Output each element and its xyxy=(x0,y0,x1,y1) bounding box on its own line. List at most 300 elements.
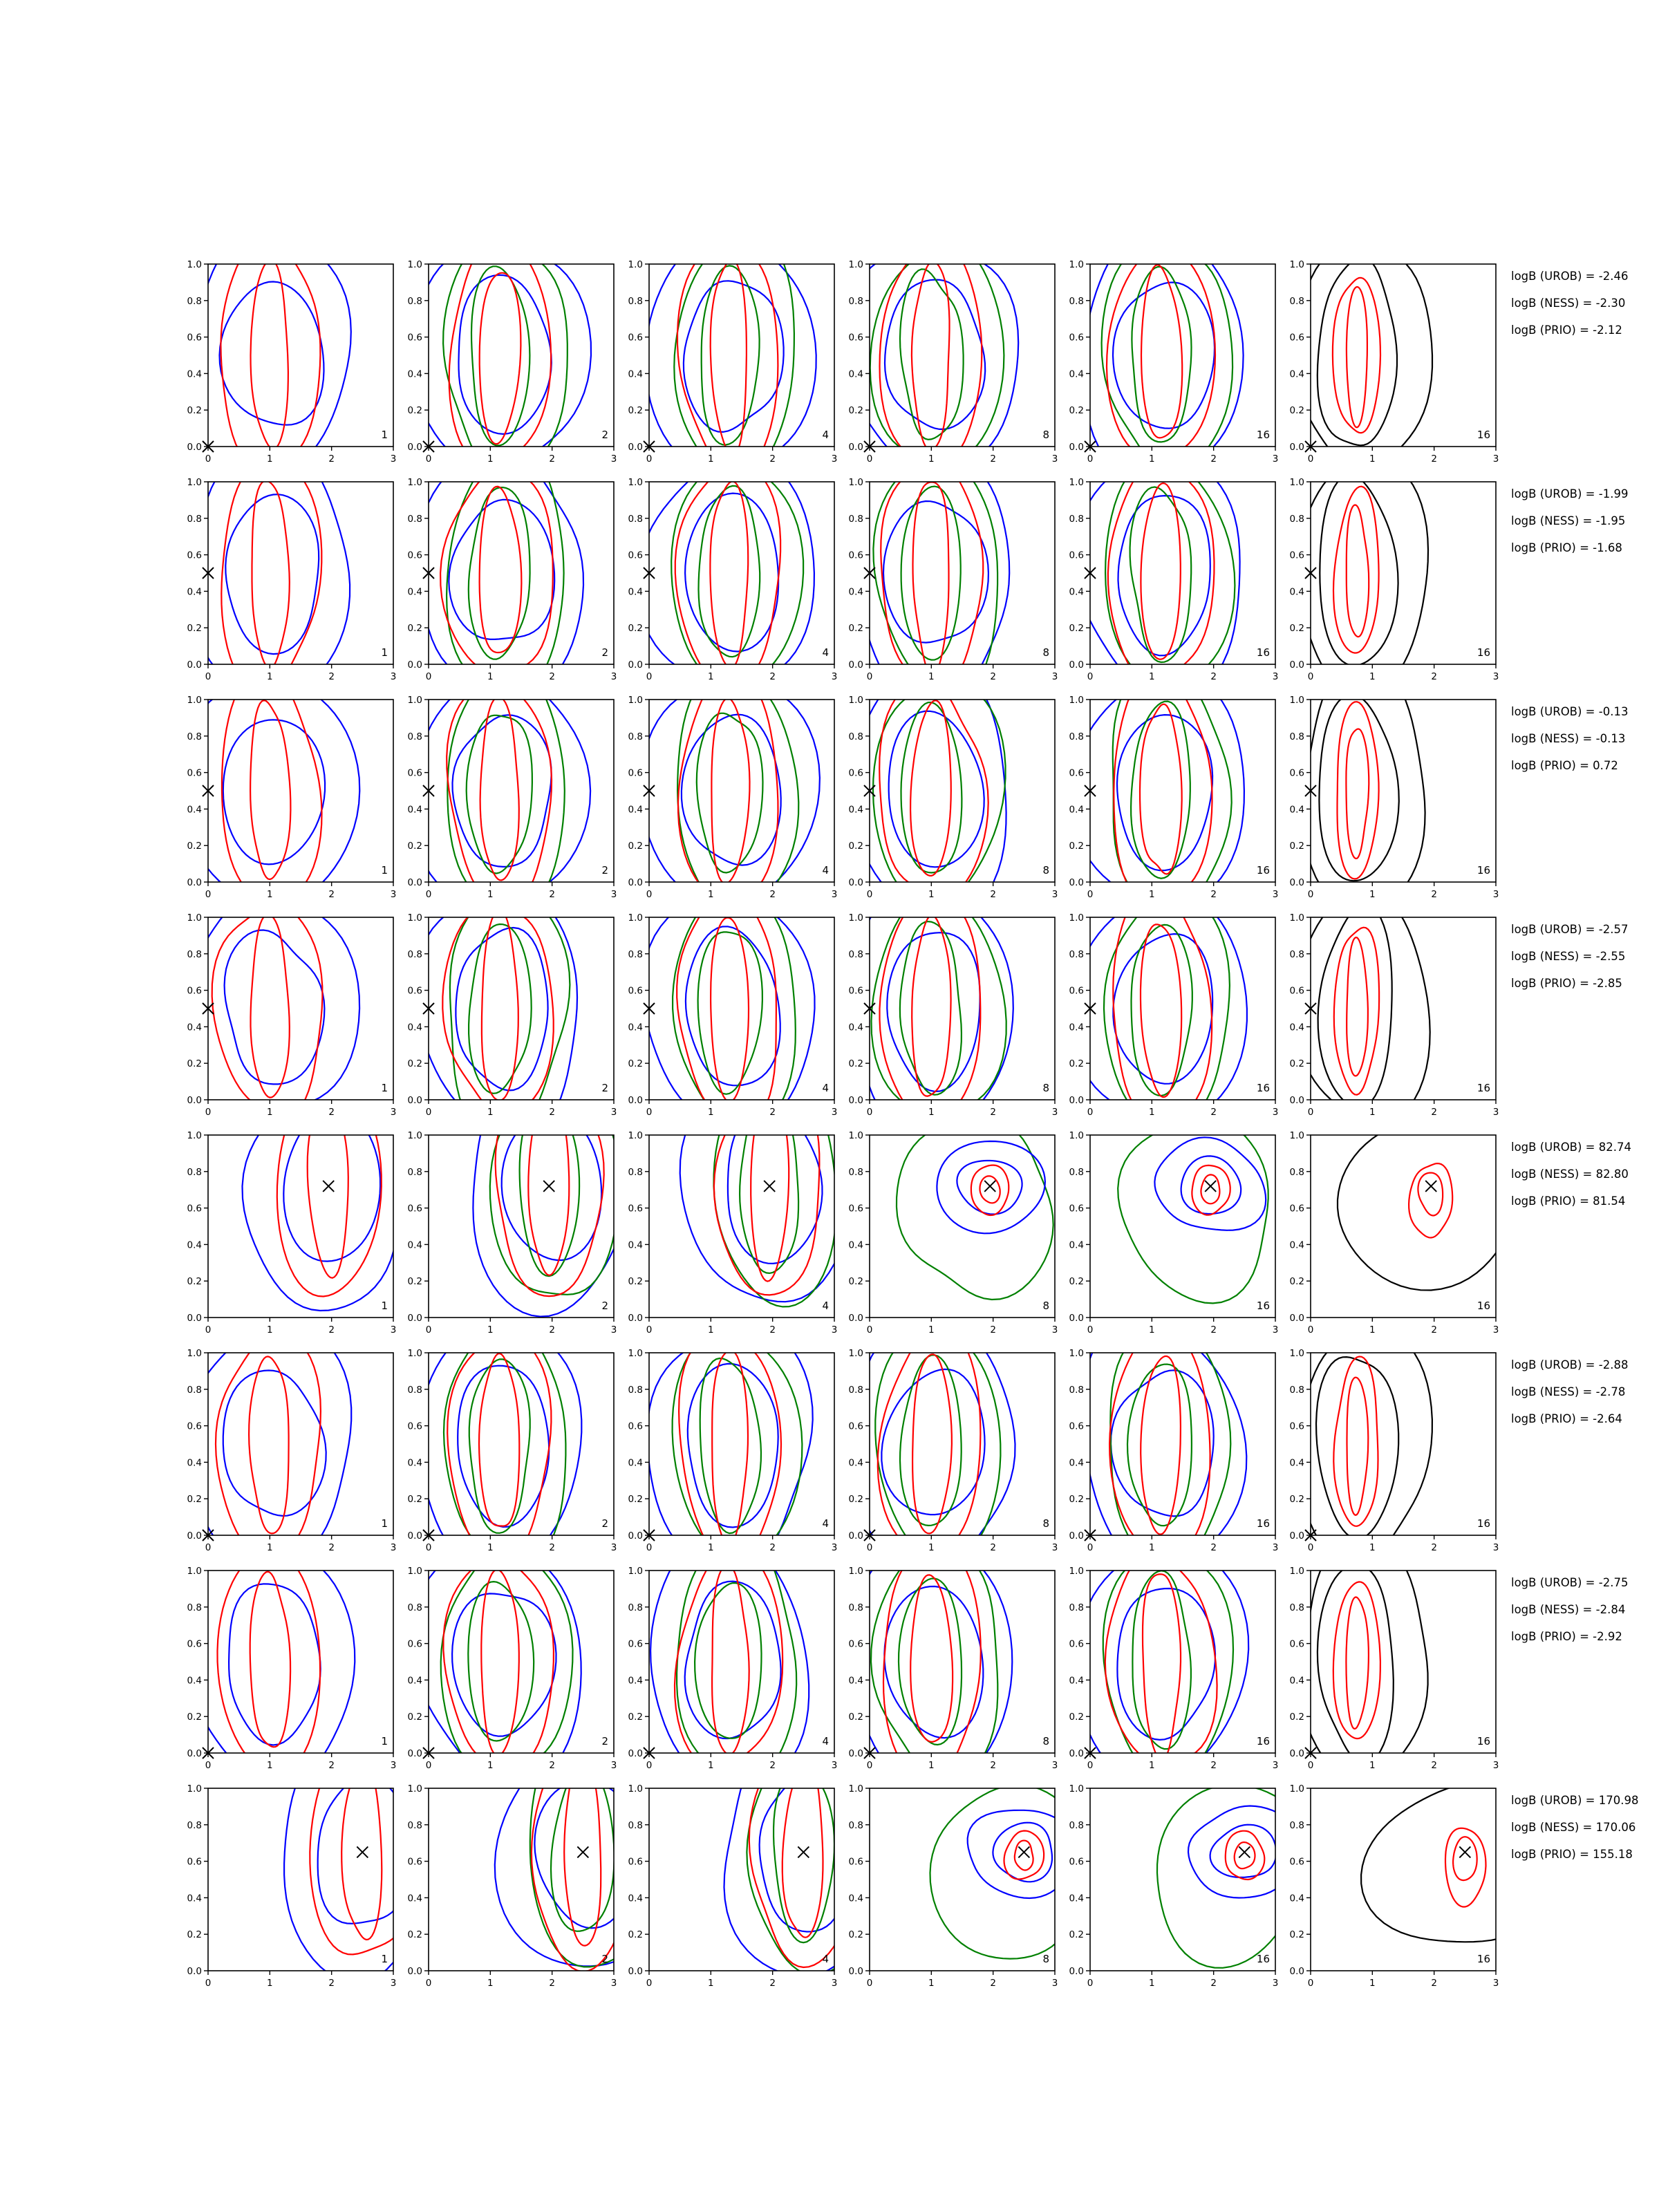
x-tick-label: 1 xyxy=(1149,1978,1155,1989)
logb-annotation: logB (NESS) = -1.95 xyxy=(1511,514,1626,527)
panel-label: 4 xyxy=(822,1953,829,1965)
x-tick-label: 0 xyxy=(866,671,873,682)
x-tick-label: 3 xyxy=(1272,1978,1279,1989)
x-tick-label: 3 xyxy=(1492,1542,1499,1553)
y-tick-label: 0.0 xyxy=(187,877,202,888)
x-tick-label: 1 xyxy=(1369,1978,1376,1989)
y-tick-label: 1.0 xyxy=(1069,1348,1084,1359)
x-tick-label: 1 xyxy=(1369,889,1376,900)
y-tick-label: 0.4 xyxy=(187,368,202,380)
x-tick-label: 3 xyxy=(831,889,838,900)
x-tick-label: 0 xyxy=(425,889,432,900)
y-tick-label: 0.8 xyxy=(848,731,863,742)
x-tick-label: 2 xyxy=(328,1760,335,1771)
y-tick-label: 0.4 xyxy=(187,1675,202,1687)
x-tick-label: 3 xyxy=(610,1324,617,1335)
y-tick-label: 1.0 xyxy=(628,477,643,488)
panel-label: 2 xyxy=(601,1953,608,1965)
logb-annotation: logB (NESS) = -0.13 xyxy=(1511,732,1626,745)
y-tick-label: 0.2 xyxy=(1069,1929,1084,1941)
x-tick-label: 3 xyxy=(390,1107,397,1118)
y-tick-label: 0.2 xyxy=(187,1929,202,1941)
x-tick-label: 2 xyxy=(769,453,776,465)
x-tick-label: 3 xyxy=(1492,1324,1499,1335)
y-tick-label: 0.0 xyxy=(628,659,643,671)
x-tick-label: 0 xyxy=(1087,1760,1094,1771)
y-tick-label: 1.0 xyxy=(407,695,422,706)
y-tick-label: 0.4 xyxy=(407,804,422,816)
x-tick-label: 3 xyxy=(1492,1978,1499,1989)
y-tick-label: 0.8 xyxy=(187,948,202,960)
x-tick-label: 1 xyxy=(267,453,273,465)
x-tick-label: 1 xyxy=(1369,1107,1376,1118)
y-tick-label: 0.4 xyxy=(187,1239,202,1251)
y-tick-label: 0.2 xyxy=(848,405,863,417)
x-tick-label: 3 xyxy=(1272,1760,1279,1771)
x-tick-label: 2 xyxy=(1210,1324,1217,1335)
y-tick-label: 0.2 xyxy=(628,405,643,417)
y-tick-label: 0.2 xyxy=(1069,841,1084,852)
x-tick-label: 0 xyxy=(205,1107,212,1118)
y-tick-label: 0.0 xyxy=(848,1095,863,1106)
y-tick-label: 0.4 xyxy=(848,1022,863,1033)
y-tick-label: 0.6 xyxy=(407,1203,422,1215)
x-tick-label: 0 xyxy=(866,889,873,900)
x-tick-label: 0 xyxy=(1087,671,1094,682)
x-tick-label: 2 xyxy=(1431,1324,1437,1335)
y-tick-label: 0.8 xyxy=(848,1819,863,1831)
y-tick-label: 1.0 xyxy=(628,1566,643,1577)
x-tick-label: 2 xyxy=(1210,889,1217,900)
x-tick-label: 0 xyxy=(1307,1107,1314,1118)
y-tick-label: 0.4 xyxy=(1289,1457,1304,1469)
x-tick-label: 2 xyxy=(769,1324,776,1335)
y-tick-label: 0.8 xyxy=(848,295,863,307)
y-tick-label: 0.6 xyxy=(628,1421,643,1432)
y-tick-label: 1.0 xyxy=(628,912,643,924)
x-tick-label: 3 xyxy=(1272,671,1279,682)
x-tick-label: 1 xyxy=(487,453,494,465)
y-tick-label: 0.4 xyxy=(848,1457,863,1469)
y-tick-label: 0.0 xyxy=(1289,1748,1304,1759)
x-tick-label: 0 xyxy=(646,1542,653,1553)
x-tick-label: 0 xyxy=(1087,453,1094,465)
y-tick-label: 0.0 xyxy=(1069,442,1084,453)
x-tick-label: 2 xyxy=(1210,1978,1217,1989)
x-tick-label: 1 xyxy=(1149,1542,1155,1553)
y-tick-label: 0.6 xyxy=(187,550,202,561)
y-tick-label: 0.2 xyxy=(407,1276,422,1288)
y-tick-label: 0.2 xyxy=(1069,1712,1084,1723)
x-tick-label: 3 xyxy=(1051,889,1058,900)
y-tick-label: 0.4 xyxy=(407,1239,422,1251)
y-tick-label: 0.2 xyxy=(1069,623,1084,635)
x-tick-label: 2 xyxy=(990,453,996,465)
logb-annotation: logB (NESS) = 170.06 xyxy=(1511,1821,1636,1834)
y-tick-label: 0.8 xyxy=(628,1602,643,1613)
y-tick-label: 1.0 xyxy=(407,912,422,924)
logb-annotation: logB (UROB) = 170.98 xyxy=(1511,1794,1639,1807)
x-tick-label: 2 xyxy=(328,1542,335,1553)
y-tick-label: 0.4 xyxy=(848,1675,863,1687)
y-tick-label: 0.0 xyxy=(1289,1313,1304,1324)
x-tick-label: 0 xyxy=(1087,1324,1094,1335)
panel-label: 16 xyxy=(1477,864,1490,877)
x-tick-label: 1 xyxy=(1369,453,1376,465)
x-tick-label: 1 xyxy=(708,1760,714,1771)
y-tick-label: 0.6 xyxy=(1289,1421,1304,1432)
x-tick-label: 2 xyxy=(1210,453,1217,465)
x-tick-label: 2 xyxy=(990,1978,996,1989)
y-tick-label: 0.4 xyxy=(407,368,422,380)
y-tick-label: 0.0 xyxy=(187,1966,202,1977)
y-tick-label: 0.2 xyxy=(848,841,863,852)
y-tick-label: 0.2 xyxy=(848,1712,863,1723)
x-tick-label: 1 xyxy=(928,1107,935,1118)
y-tick-label: 0.0 xyxy=(848,1966,863,1977)
x-tick-label: 0 xyxy=(425,1107,432,1118)
y-tick-label: 0.8 xyxy=(848,1166,863,1178)
y-tick-label: 0.8 xyxy=(1289,1819,1304,1831)
y-tick-label: 0.2 xyxy=(848,1929,863,1941)
x-tick-label: 3 xyxy=(390,453,397,465)
y-tick-label: 0.8 xyxy=(187,1384,202,1396)
y-tick-label: 0.6 xyxy=(1289,1203,1304,1215)
y-tick-label: 0.6 xyxy=(187,1638,202,1650)
panel-label: 16 xyxy=(1256,1735,1270,1747)
y-tick-label: 0.2 xyxy=(407,1929,422,1941)
y-tick-label: 1.0 xyxy=(1289,477,1304,488)
x-tick-label: 2 xyxy=(549,453,555,465)
y-tick-label: 0.6 xyxy=(848,332,863,344)
y-tick-label: 0.8 xyxy=(628,295,643,307)
y-tick-label: 1.0 xyxy=(187,1566,202,1577)
x-tick-label: 0 xyxy=(205,1324,212,1335)
y-tick-label: 0.4 xyxy=(1069,1457,1084,1469)
y-tick-label: 0.0 xyxy=(628,442,643,453)
x-tick-label: 3 xyxy=(1272,889,1279,900)
y-tick-label: 0.0 xyxy=(407,1748,422,1759)
x-tick-label: 1 xyxy=(487,1978,494,1989)
panel-label: 16 xyxy=(1477,1300,1490,1312)
y-tick-label: 1.0 xyxy=(848,1783,863,1794)
x-tick-label: 1 xyxy=(267,1542,273,1553)
x-tick-label: 0 xyxy=(866,1107,873,1118)
y-tick-label: 0.8 xyxy=(187,1166,202,1178)
panel-label: 16 xyxy=(1256,1953,1270,1965)
x-tick-label: 3 xyxy=(1492,1107,1499,1118)
x-tick-label: 3 xyxy=(1051,1542,1058,1553)
y-tick-label: 0.2 xyxy=(628,1494,643,1506)
panel-label: 4 xyxy=(822,1300,829,1312)
panel-label: 1 xyxy=(381,646,388,659)
y-tick-label: 1.0 xyxy=(1289,1566,1304,1577)
y-tick-label: 0.2 xyxy=(628,1712,643,1723)
x-tick-label: 2 xyxy=(990,1324,996,1335)
y-tick-label: 0.6 xyxy=(1289,1638,1304,1650)
y-tick-label: 0.4 xyxy=(187,586,202,598)
x-tick-label: 3 xyxy=(1051,1978,1058,1989)
x-tick-label: 1 xyxy=(708,1978,714,1989)
y-tick-label: 0.0 xyxy=(1069,1530,1084,1541)
y-tick-label: 0.4 xyxy=(628,586,643,598)
y-tick-label: 0.4 xyxy=(407,1022,422,1033)
x-tick-label: 0 xyxy=(425,1760,432,1771)
y-tick-label: 0.2 xyxy=(628,1058,643,1070)
x-tick-label: 1 xyxy=(487,671,494,682)
x-tick-label: 1 xyxy=(708,671,714,682)
x-tick-label: 0 xyxy=(205,671,212,682)
x-tick-label: 2 xyxy=(549,1324,555,1335)
y-tick-label: 1.0 xyxy=(1069,695,1084,706)
x-tick-label: 3 xyxy=(1492,453,1499,465)
x-tick-label: 1 xyxy=(708,453,714,465)
y-tick-label: 0.8 xyxy=(1289,1384,1304,1396)
panel-label: 8 xyxy=(1042,1735,1049,1747)
y-tick-label: 0.8 xyxy=(628,948,643,960)
x-tick-label: 1 xyxy=(1149,453,1155,465)
panel-label: 8 xyxy=(1042,1517,1049,1530)
x-tick-label: 3 xyxy=(1272,1324,1279,1335)
x-tick-label: 2 xyxy=(769,1542,776,1553)
y-tick-label: 0.6 xyxy=(407,985,422,997)
y-tick-label: 0.2 xyxy=(1069,405,1084,417)
x-tick-label: 3 xyxy=(831,1542,838,1553)
y-tick-label: 1.0 xyxy=(1289,259,1304,270)
y-tick-label: 0.2 xyxy=(1289,1058,1304,1070)
x-tick-label: 3 xyxy=(831,453,838,465)
y-tick-label: 0.8 xyxy=(1289,948,1304,960)
y-tick-label: 0.8 xyxy=(628,1384,643,1396)
y-tick-label: 0.0 xyxy=(407,442,422,453)
y-tick-label: 0.4 xyxy=(1069,804,1084,816)
y-tick-label: 0.6 xyxy=(407,1638,422,1650)
y-tick-label: 0.4 xyxy=(628,1239,643,1251)
y-tick-label: 0.6 xyxy=(848,550,863,561)
y-tick-label: 1.0 xyxy=(848,1348,863,1359)
y-tick-label: 0.0 xyxy=(1069,877,1084,888)
panel-label: 4 xyxy=(822,1735,829,1747)
panel-label: 1 xyxy=(381,1300,388,1312)
y-tick-label: 0.4 xyxy=(407,1457,422,1469)
panel-label: 16 xyxy=(1477,1517,1490,1530)
y-tick-label: 0.8 xyxy=(1069,948,1084,960)
x-tick-label: 1 xyxy=(928,1978,935,1989)
x-tick-label: 0 xyxy=(646,1324,653,1335)
panel-label: 4 xyxy=(822,864,829,877)
y-tick-label: 0.6 xyxy=(187,1203,202,1215)
y-tick-label: 0.2 xyxy=(848,1494,863,1506)
panel-label: 8 xyxy=(1042,1082,1049,1094)
panel-label: 2 xyxy=(601,429,608,441)
y-tick-label: 1.0 xyxy=(628,259,643,270)
y-tick-label: 0.8 xyxy=(628,1819,643,1831)
logb-annotation: logB (NESS) = 82.80 xyxy=(1511,1168,1629,1181)
x-tick-label: 0 xyxy=(425,453,432,465)
y-tick-label: 0.6 xyxy=(1069,1203,1084,1215)
y-tick-label: 0.0 xyxy=(1069,1966,1084,1977)
panel-label: 1 xyxy=(381,864,388,877)
logb-annotation: logB (PRIO) = -1.68 xyxy=(1511,541,1622,554)
y-tick-label: 0.2 xyxy=(187,623,202,635)
x-tick-label: 0 xyxy=(1087,1107,1094,1118)
y-tick-label: 0.0 xyxy=(187,659,202,671)
y-tick-label: 0.8 xyxy=(187,1602,202,1613)
x-tick-label: 1 xyxy=(267,1760,273,1771)
x-tick-label: 0 xyxy=(1307,671,1314,682)
x-tick-label: 3 xyxy=(390,1324,397,1335)
x-tick-label: 0 xyxy=(1307,1324,1314,1335)
y-tick-label: 0.0 xyxy=(1289,659,1304,671)
y-tick-label: 1.0 xyxy=(187,477,202,488)
y-tick-label: 0.6 xyxy=(1069,332,1084,344)
y-tick-label: 1.0 xyxy=(407,1348,422,1359)
y-tick-label: 0.6 xyxy=(187,767,202,779)
y-tick-label: 0.6 xyxy=(628,550,643,561)
x-tick-label: 3 xyxy=(1492,1760,1499,1771)
y-tick-label: 0.2 xyxy=(187,1494,202,1506)
x-tick-label: 3 xyxy=(1051,1324,1058,1335)
x-tick-label: 1 xyxy=(708,1107,714,1118)
logb-annotation: logB (UROB) = -2.88 xyxy=(1511,1358,1629,1371)
x-tick-label: 2 xyxy=(549,671,555,682)
logb-annotation: logB (PRIO) = -2.12 xyxy=(1511,324,1622,337)
y-tick-label: 0.0 xyxy=(1069,1313,1084,1324)
x-tick-label: 0 xyxy=(646,889,653,900)
y-tick-label: 0.2 xyxy=(1069,1276,1084,1288)
y-tick-label: 0.8 xyxy=(1289,295,1304,307)
panel-label: 16 xyxy=(1477,1735,1490,1747)
x-tick-label: 0 xyxy=(425,671,432,682)
x-tick-label: 2 xyxy=(328,1978,335,1989)
x-tick-label: 2 xyxy=(1431,1760,1437,1771)
y-tick-label: 0.4 xyxy=(628,368,643,380)
y-tick-label: 0.2 xyxy=(848,1276,863,1288)
y-tick-label: 0.0 xyxy=(407,1966,422,1977)
y-tick-label: 0.6 xyxy=(1069,767,1084,779)
x-tick-label: 3 xyxy=(831,1107,838,1118)
y-tick-label: 1.0 xyxy=(407,477,422,488)
y-tick-label: 0.2 xyxy=(187,841,202,852)
x-tick-label: 1 xyxy=(487,1542,494,1553)
panel-label: 2 xyxy=(601,646,608,659)
y-tick-label: 0.2 xyxy=(407,405,422,417)
y-tick-label: 0.0 xyxy=(1289,1966,1304,1977)
y-tick-label: 1.0 xyxy=(1069,259,1084,270)
x-tick-label: 0 xyxy=(1087,1978,1094,1989)
y-tick-label: 0.2 xyxy=(407,623,422,635)
y-tick-label: 1.0 xyxy=(187,695,202,706)
y-tick-label: 0.8 xyxy=(407,1166,422,1178)
y-tick-label: 0.0 xyxy=(187,1313,202,1324)
y-tick-label: 0.0 xyxy=(1289,877,1304,888)
y-tick-label: 0.4 xyxy=(628,804,643,816)
panel-label: 1 xyxy=(381,429,388,441)
y-tick-label: 0.0 xyxy=(848,442,863,453)
y-tick-label: 0.2 xyxy=(1069,1058,1084,1070)
y-tick-label: 0.8 xyxy=(848,513,863,525)
logb-annotation: logB (NESS) = -2.30 xyxy=(1511,297,1626,310)
y-tick-label: 0.6 xyxy=(407,1421,422,1432)
y-tick-label: 0.4 xyxy=(628,1675,643,1687)
y-tick-label: 0.4 xyxy=(407,586,422,598)
panel-label: 16 xyxy=(1256,864,1270,877)
x-tick-label: 3 xyxy=(1051,453,1058,465)
y-tick-label: 0.2 xyxy=(1289,1276,1304,1288)
y-tick-label: 0.6 xyxy=(1069,1421,1084,1432)
x-tick-label: 0 xyxy=(1307,1760,1314,1771)
y-tick-label: 0.6 xyxy=(187,332,202,344)
logb-annotation: logB (PRIO) = -2.64 xyxy=(1511,1412,1622,1425)
y-tick-label: 0.6 xyxy=(1069,1638,1084,1650)
x-tick-label: 0 xyxy=(425,1542,432,1553)
y-tick-label: 1.0 xyxy=(187,1348,202,1359)
y-tick-label: 0.0 xyxy=(848,1748,863,1759)
y-tick-label: 0.8 xyxy=(407,731,422,742)
y-tick-label: 0.2 xyxy=(848,623,863,635)
y-tick-label: 0.4 xyxy=(407,1893,422,1904)
x-tick-label: 2 xyxy=(990,671,996,682)
y-tick-label: 0.6 xyxy=(848,1421,863,1432)
logb-annotation: logB (UROB) = -0.13 xyxy=(1511,705,1629,718)
y-tick-label: 0.4 xyxy=(187,1893,202,1904)
x-tick-label: 1 xyxy=(487,889,494,900)
x-tick-label: 1 xyxy=(708,1542,714,1553)
y-tick-label: 0.8 xyxy=(1069,1819,1084,1831)
x-tick-label: 1 xyxy=(267,1978,273,1989)
y-tick-label: 0.2 xyxy=(407,841,422,852)
x-tick-label: 3 xyxy=(1051,1760,1058,1771)
y-tick-label: 1.0 xyxy=(1069,1566,1084,1577)
x-tick-label: 3 xyxy=(831,1978,838,1989)
y-tick-label: 0.6 xyxy=(1289,550,1304,561)
x-tick-label: 0 xyxy=(1307,889,1314,900)
x-tick-label: 2 xyxy=(1431,1542,1437,1553)
panel-label: 8 xyxy=(1042,429,1049,441)
y-tick-label: 0.0 xyxy=(1289,1530,1304,1541)
y-tick-label: 0.4 xyxy=(1289,1675,1304,1687)
y-tick-label: 0.6 xyxy=(407,550,422,561)
panel-label: 16 xyxy=(1256,646,1270,659)
panel-label: 16 xyxy=(1256,1082,1270,1094)
y-tick-label: 0.6 xyxy=(1289,985,1304,997)
x-tick-label: 2 xyxy=(1210,1542,1217,1553)
y-tick-label: 0.0 xyxy=(187,1530,202,1541)
y-tick-label: 1.0 xyxy=(1289,1348,1304,1359)
y-tick-label: 0.0 xyxy=(628,1313,643,1324)
x-tick-label: 3 xyxy=(1051,1107,1058,1118)
y-tick-label: 0.2 xyxy=(628,1929,643,1941)
x-tick-label: 2 xyxy=(769,671,776,682)
y-tick-label: 0.6 xyxy=(187,1856,202,1868)
y-tick-label: 0.8 xyxy=(187,295,202,307)
y-tick-label: 1.0 xyxy=(1289,912,1304,924)
panel-label: 16 xyxy=(1477,1953,1490,1965)
y-tick-label: 1.0 xyxy=(628,1348,643,1359)
x-tick-label: 1 xyxy=(1149,671,1155,682)
panel-label: 1 xyxy=(381,1735,388,1747)
y-tick-label: 0.0 xyxy=(407,1530,422,1541)
logb-annotation: logB (PRIO) = 81.54 xyxy=(1511,1194,1626,1208)
y-tick-label: 0.2 xyxy=(187,1276,202,1288)
x-tick-label: 3 xyxy=(1492,889,1499,900)
y-tick-label: 0.4 xyxy=(1289,1893,1304,1904)
y-tick-label: 0.4 xyxy=(407,1675,422,1687)
y-tick-label: 0.8 xyxy=(1069,1602,1084,1613)
y-tick-label: 0.8 xyxy=(187,731,202,742)
panel-label: 16 xyxy=(1477,646,1490,659)
y-tick-label: 0.8 xyxy=(407,1602,422,1613)
